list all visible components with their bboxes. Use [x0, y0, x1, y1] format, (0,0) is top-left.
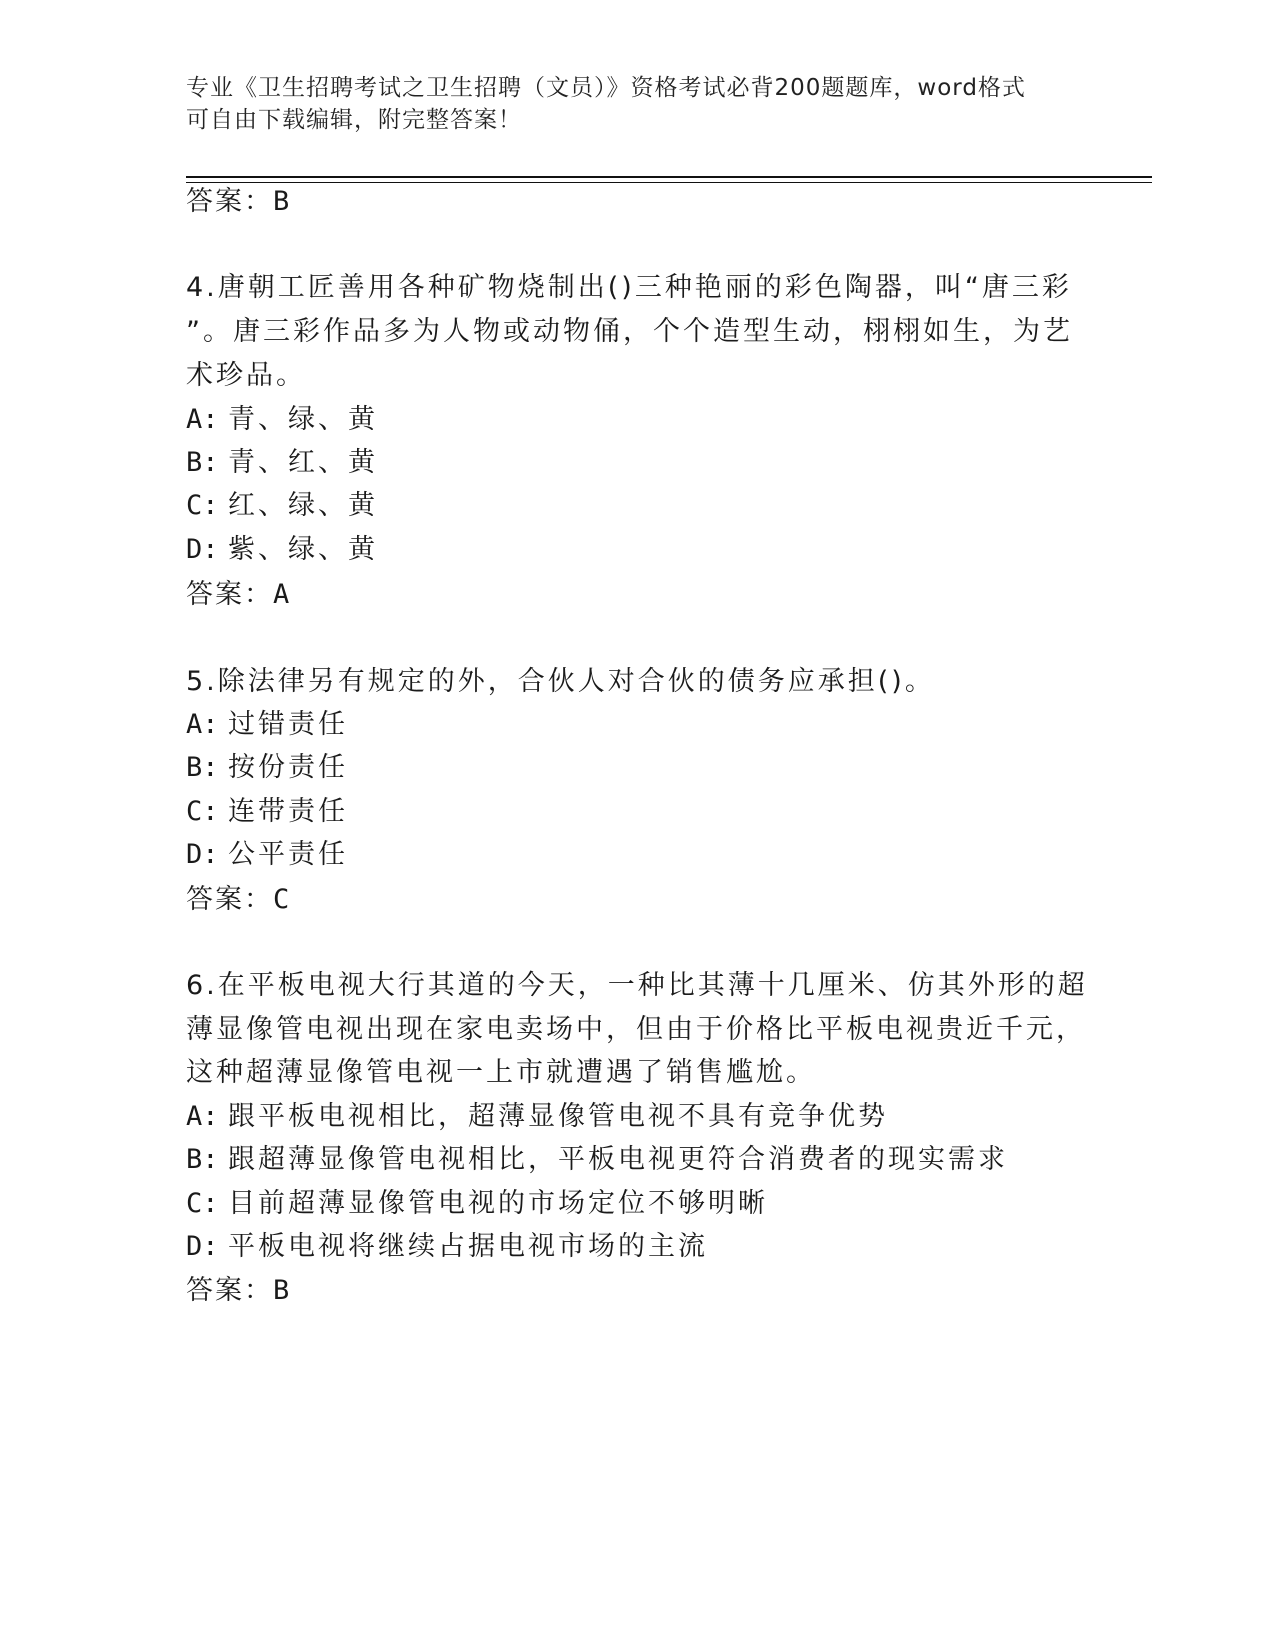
question-6-option-d — [186, 1229, 708, 1265]
question-4-line-1: 4.唐朝工匠善用各种矿物烧制出()三种艳丽的彩色陶器，叫“唐三彩 — [186, 272, 1072, 303]
question-6-line-3: 这种超薄显像管电视一上市就遭遇了销售尴尬。 — [186, 1057, 816, 1088]
answer-value: B — [273, 186, 292, 217]
question-5-answer — [186, 882, 291, 918]
answer-value: B — [273, 1275, 292, 1306]
option-text: 平板电视将继续占据电视市场的主流 — [228, 1231, 708, 1262]
question-5-option-b — [186, 750, 348, 786]
answer-label: 答案： — [186, 186, 273, 217]
answer-value: C — [273, 884, 292, 915]
option-text: 公平责任 — [228, 839, 348, 870]
answer-line — [186, 184, 291, 220]
option-letter: D: — [186, 839, 219, 870]
question-4-option-b — [186, 445, 378, 481]
question-6-line-1: 6.在平板电视大行其道的今天，一种比其薄十几厘米、仿其外形的超 — [186, 970, 1088, 1001]
option-letter: A: — [186, 404, 219, 435]
option-letter: B: — [186, 1144, 219, 1175]
option-letter: B: — [186, 752, 219, 783]
question-6-option-c — [186, 1186, 768, 1222]
answer-value: A — [273, 579, 292, 610]
option-letter: A: — [186, 1101, 219, 1132]
question-4-line-3: 术珍品。 — [186, 360, 306, 391]
option-text: 按份责任 — [228, 752, 348, 783]
header-divider — [186, 176, 1152, 178]
question-4-option-c — [186, 488, 378, 524]
question-5-option-d — [186, 837, 348, 873]
question-6-answer — [186, 1273, 291, 1309]
option-letter: D: — [186, 534, 219, 565]
option-text: 过错责任 — [228, 709, 348, 740]
option-text: 青、绿、黄 — [228, 404, 378, 435]
question-6-option-a — [186, 1099, 888, 1135]
question-5-option-c — [186, 794, 348, 830]
answer-label: 答案： — [186, 579, 273, 610]
option-text: 红、绿、黄 — [228, 490, 378, 521]
option-letter: D: — [186, 1231, 219, 1262]
option-letter: A: — [186, 709, 219, 740]
option-letter: C: — [186, 490, 219, 521]
header-line-2: 可自由下载编辑，附完整答案！ — [186, 107, 522, 133]
option-letter: C: — [186, 796, 219, 827]
option-letter: C: — [186, 1188, 219, 1219]
question-6-line-2: 薄显像管电视出现在家电卖场中，但由于价格比平板电视贵近千元， — [186, 1014, 1086, 1045]
question-5-line-1: 5.除法律另有规定的外，合伙人对合伙的债务应承担()。 — [186, 666, 935, 697]
option-text: 青、红、黄 — [228, 447, 378, 478]
question-4-line-2: ”。唐三彩作品多为人物或动物俑，个个造型生动，栩栩如生，为艺 — [186, 316, 1073, 347]
question-5-option-a — [186, 707, 348, 743]
option-text: 跟超薄显像管电视相比，平板电视更符合消费者的现实需求 — [228, 1144, 1008, 1175]
page-header — [186, 72, 1066, 136]
question-4-option-d — [186, 532, 378, 568]
question-4-option-a — [186, 402, 378, 438]
option-letter: B: — [186, 447, 219, 478]
option-text: 紫、绿、黄 — [228, 534, 378, 565]
question-4-answer — [186, 577, 291, 613]
option-text: 目前超薄显像管电视的市场定位不够明晰 — [228, 1188, 768, 1219]
answer-label: 答案： — [186, 884, 273, 915]
header-line-1: 专业《卫生招聘考试之卫生招聘（文员）》资格考试必背200题题库，word格式 — [186, 75, 1026, 101]
answer-label: 答案： — [186, 1275, 273, 1306]
option-text: 连带责任 — [228, 796, 348, 827]
header-divider-thin — [186, 182, 1152, 183]
option-text: 跟平板电视相比，超薄显像管电视不具有竞争优势 — [228, 1101, 888, 1132]
question-6-option-b — [186, 1142, 1008, 1178]
